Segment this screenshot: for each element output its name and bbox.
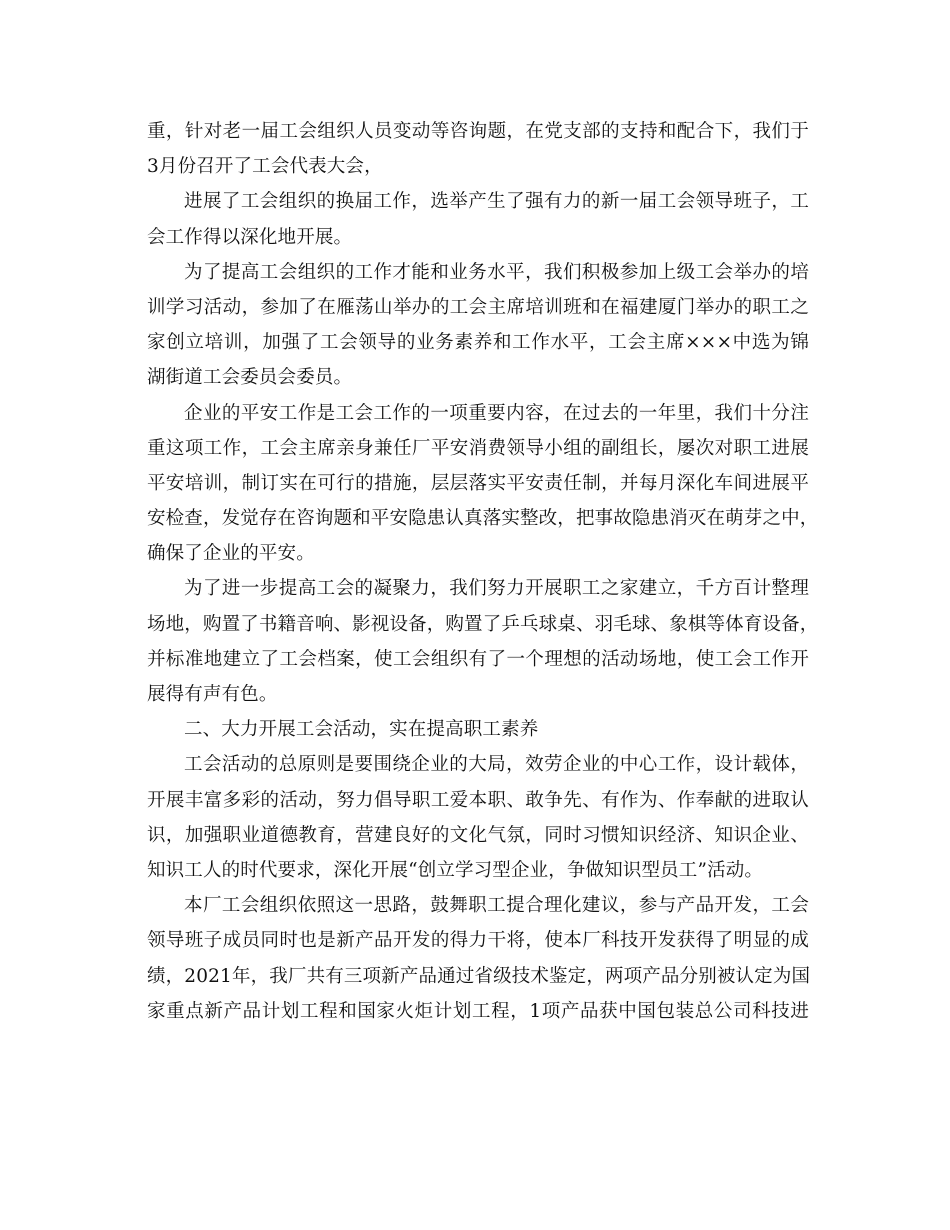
text-line: 重，针对老一届工会组织人员变动等咨询题，在党支部的支持和配合下，我们于 — [147, 121, 809, 142]
text-line: 为了提高工会组织的工作才能和业务水平，我们积极参加上级工会举办的培 — [184, 261, 809, 283]
text-line: 家重点新产品计划工程和国家火炬计划工程，1项产品获中国包装总公司科技进 — [147, 1000, 809, 1022]
text-line: 本厂工会组织依照这一思路，鼓舞职工提合理化建议，参与产品开发，工会 — [184, 895, 809, 917]
text-line: 知识工人的时代要求，深化开展“创立学习型企业，争做知识型员工”活动。 — [147, 859, 764, 881]
text-line: 3月份召开了工会代表大会， — [147, 156, 383, 178]
text-line: 家创立培训，加强了工会领导的业务素养和工作水平，工会主席×××中选为锦 — [147, 332, 809, 354]
text-line: 场地，购置了书籍音响、影视设备，购置了乒乓球桌、羽毛球、象棋等体育设备， — [147, 613, 819, 635]
text-line: 开展丰富多彩的活动，努力倡导职工爱本职、敢争先、有作为、作奉献的进取认 — [147, 789, 809, 811]
text-line: 平安培训，制订实在可行的措施，层层落实平安责任制，并每月深化车间进展平 — [147, 472, 809, 494]
text-line: 工会活动的总原则是要围绕企业的大局，效劳企业的中心工作，设计载体， — [184, 754, 809, 776]
text-line: 会工作得以深化地开展。 — [147, 226, 353, 248]
text-line: 企业的平安工作是工会工作的一项重要内容，在过去的一年里，我们十分注 — [184, 402, 809, 424]
document-body — [147, 114, 819, 1029]
text-line: 识，加强职业道德教育，营建良好的文化气氛，同时习惯知识经济、知识企业、 — [147, 824, 809, 846]
text-line: 领导班子成员同时也是新产品开发的得力干将，使本厂科技开发获得了明显的成 — [147, 930, 809, 952]
text-line: 安检查，发觉存在咨询题和平安隐患认真落实整改，把事故隐患消灭在萌芽之中， — [147, 508, 819, 530]
section-heading: 二、大力开展工会活动，实在提高职工素养 — [184, 719, 539, 741]
text-line: 展得有声有色。 — [147, 684, 278, 705]
text-line: 为了进一步提高工会的凝聚力，我们努力开展职工之家建立，千方百计整理 — [184, 578, 809, 600]
text-line: 并标准地建立了工会档案，使工会组织有了一个理想的活动场地，使工会工作开 — [147, 648, 809, 670]
text-line: 进展了工会组织的换届工作，选举产生了强有力的新一届工会领导班子，工 — [184, 191, 809, 213]
text-line: 训学习活动，参加了在雁荡山举办的工会主席培训班和在福建厦门举办的职工之 — [147, 296, 809, 318]
text-line: 绩，2021年，我厂共有三项新产品通过省级技术鉴定，两项产品分别被认定为国 — [147, 965, 811, 987]
text-line: 湖街道工会委员会委员。 — [147, 367, 353, 389]
text-line: 确保了企业的平安。 — [147, 543, 315, 565]
text-line: 重这项工作，工会主席亲身兼任厂平安消费领导小组的副组长，屡次对职工进展 — [147, 437, 809, 459]
